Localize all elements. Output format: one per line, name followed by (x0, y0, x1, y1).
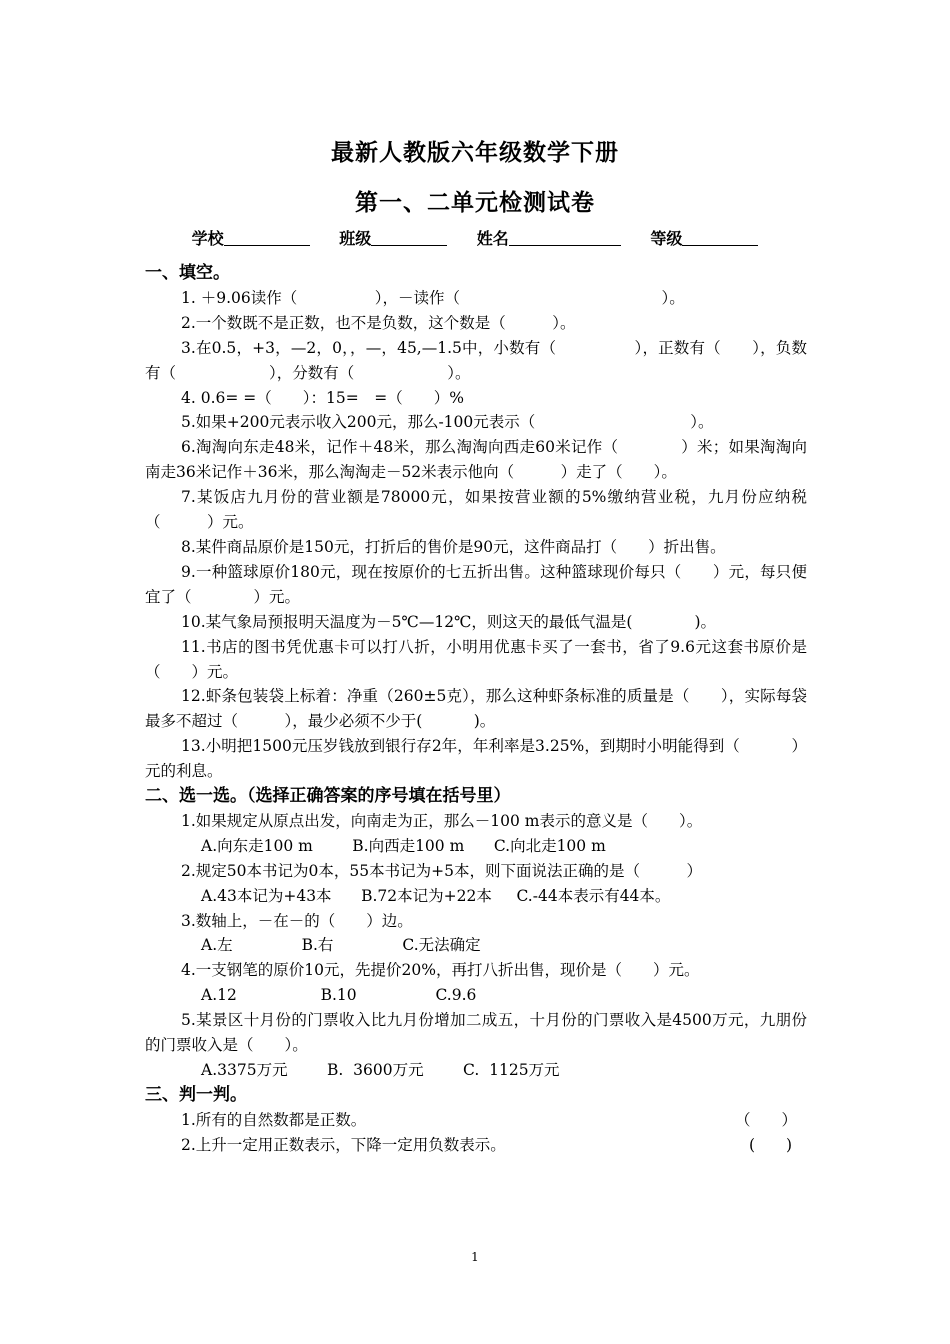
options-2-3: A.左 B.右 C.无法确定 (201, 936, 481, 955)
school-field (192, 226, 310, 249)
section-choice-heading: 二、选一选。（选择正确答案的序号填在括号里） (145, 786, 511, 807)
grade-blank (682, 229, 758, 246)
question-1-11: 11.书店的图书凭优惠卡可以打八折，小明用优惠卡买了一套书，省了9.6元这套书原价是（ ）元。 (145, 637, 807, 681)
section-judge-heading: 三、判一判。 (145, 1084, 247, 1105)
question-1-4: 4. 0.6= =（ ）：15= =（ ）% (181, 388, 464, 407)
options-2-1: A.向东走100 m B.向西走100 m C.向北走100 m (201, 836, 606, 855)
question-1-3: 3.在0.5，+3，—2，0，，—，45,—1.5中，小数有（ ），正数有（ ），负数有（ ），分数有（ ）。 (145, 338, 807, 382)
options-2-5: A.3375万元 B. 3600万元 C. 1125万元 (201, 1061, 560, 1079)
question-2-1: 1.如果规定从原点出发，向南走为正，那么－100 m表示的意义是（ ）。 (181, 811, 703, 830)
options-2-4: A.12 B.10 C.9.6 (201, 986, 477, 1005)
name-blank (509, 229, 621, 246)
question-2-5: 5.某景区十月份的门票收入比九月份增加二成五，十月份的门票收入是4500万元，九朋份的门票收入是（ ）。 (145, 1011, 807, 1055)
question-1-5: 5.如果+200元表示收入200元，那么-100元表示（ ）。 (181, 413, 714, 432)
judge-item-1 (145, 1108, 807, 1133)
page-title: 最新人教版六年级数学下册 (331, 139, 619, 166)
question-1-12: 12.虾条包装袋上标着：净重（260±5克），那么这种虾条标准的质量是（ ），实际每袋最多不超过（ ），最少必须不少于( )。 (145, 687, 807, 731)
student-info-row (0, 226, 950, 249)
school-label: 学校 (191, 229, 224, 248)
name-label: 姓名 (476, 229, 509, 248)
section-fill-blank-heading: 一、填空。 (145, 263, 230, 283)
question-1-2: 2.一个数既不是正数，也不是负数，这个数是（ ）。 (181, 313, 576, 332)
school-blank (224, 229, 310, 246)
question-1-8: 8.某件商品原价是150元，打折后的售价是90元，这件商品打（ ）折出售。 (181, 537, 726, 556)
question-2-3: 3.数轴上，－在－的（ ）边。 (181, 911, 413, 930)
judge-item-2-paren: ( ) (749, 1135, 793, 1154)
grade-label: 等级 (650, 229, 683, 248)
class-blank (371, 229, 447, 246)
question-2-2: 2.规定50本书记为0本，55本书记为+5本，则下面说法正确的是（ ） (181, 861, 702, 880)
class-field (339, 226, 447, 249)
question-2-4: 4.一支钢笔的原价10元，先提价20%，再打八折出售，现价是（ ）元。 (181, 961, 700, 980)
page-subtitle: 第一、二单元检测试卷 (355, 189, 595, 216)
judge-item-1-text: 1.所有的自然数都是正数。 (181, 1110, 367, 1129)
grade-field (650, 226, 758, 249)
name-field (477, 226, 621, 249)
judge-item-1-paren: （ ） (735, 1110, 798, 1129)
page-number: 1 (471, 1250, 479, 1264)
exam-content (145, 261, 807, 1158)
options-2-2: A.43本记为+43本 B.72本记为+22本 C.-44本表示有44本。 (201, 886, 671, 905)
question-1-7: 7.某饭店九月份的营业额是78000元，如果按营业额的5%缴纳营业税，九月份应纳税（ ）元。 (145, 488, 807, 532)
question-1-6: 6.淘淘向东走48米，记作＋48米，那么淘淘向西走60米记作（ ）米；如果淘淘向南走36米记作＋36米，那么淘淘走－52米表示他向（ ）走了（ ）。 (145, 438, 807, 482)
question-1-13: 13.小明把1500元压岁钱放到银行存2年，年利率是3.25%，到期时小明能得到（ ）元的利息。 (145, 737, 807, 781)
question-1-10: 10.某气象局预报明天温度为－5℃—12℃，则这天的最低气温是( )。 (181, 612, 717, 631)
question-1-1: 1. ＋9.06读作（ ），－读作（ ）。 (181, 288, 685, 307)
class-label: 班级 (339, 229, 372, 248)
judge-item-2 (145, 1133, 807, 1158)
question-1-9: 9.一种篮球原价180元，现在按原价的七五折出售。这种篮球现价每只（ ）元，每只便宜了（ ）元。 (145, 562, 807, 606)
judge-item-2-text: 2.上升一定用正数表示，下降一定用负数表示。 (181, 1135, 506, 1154)
